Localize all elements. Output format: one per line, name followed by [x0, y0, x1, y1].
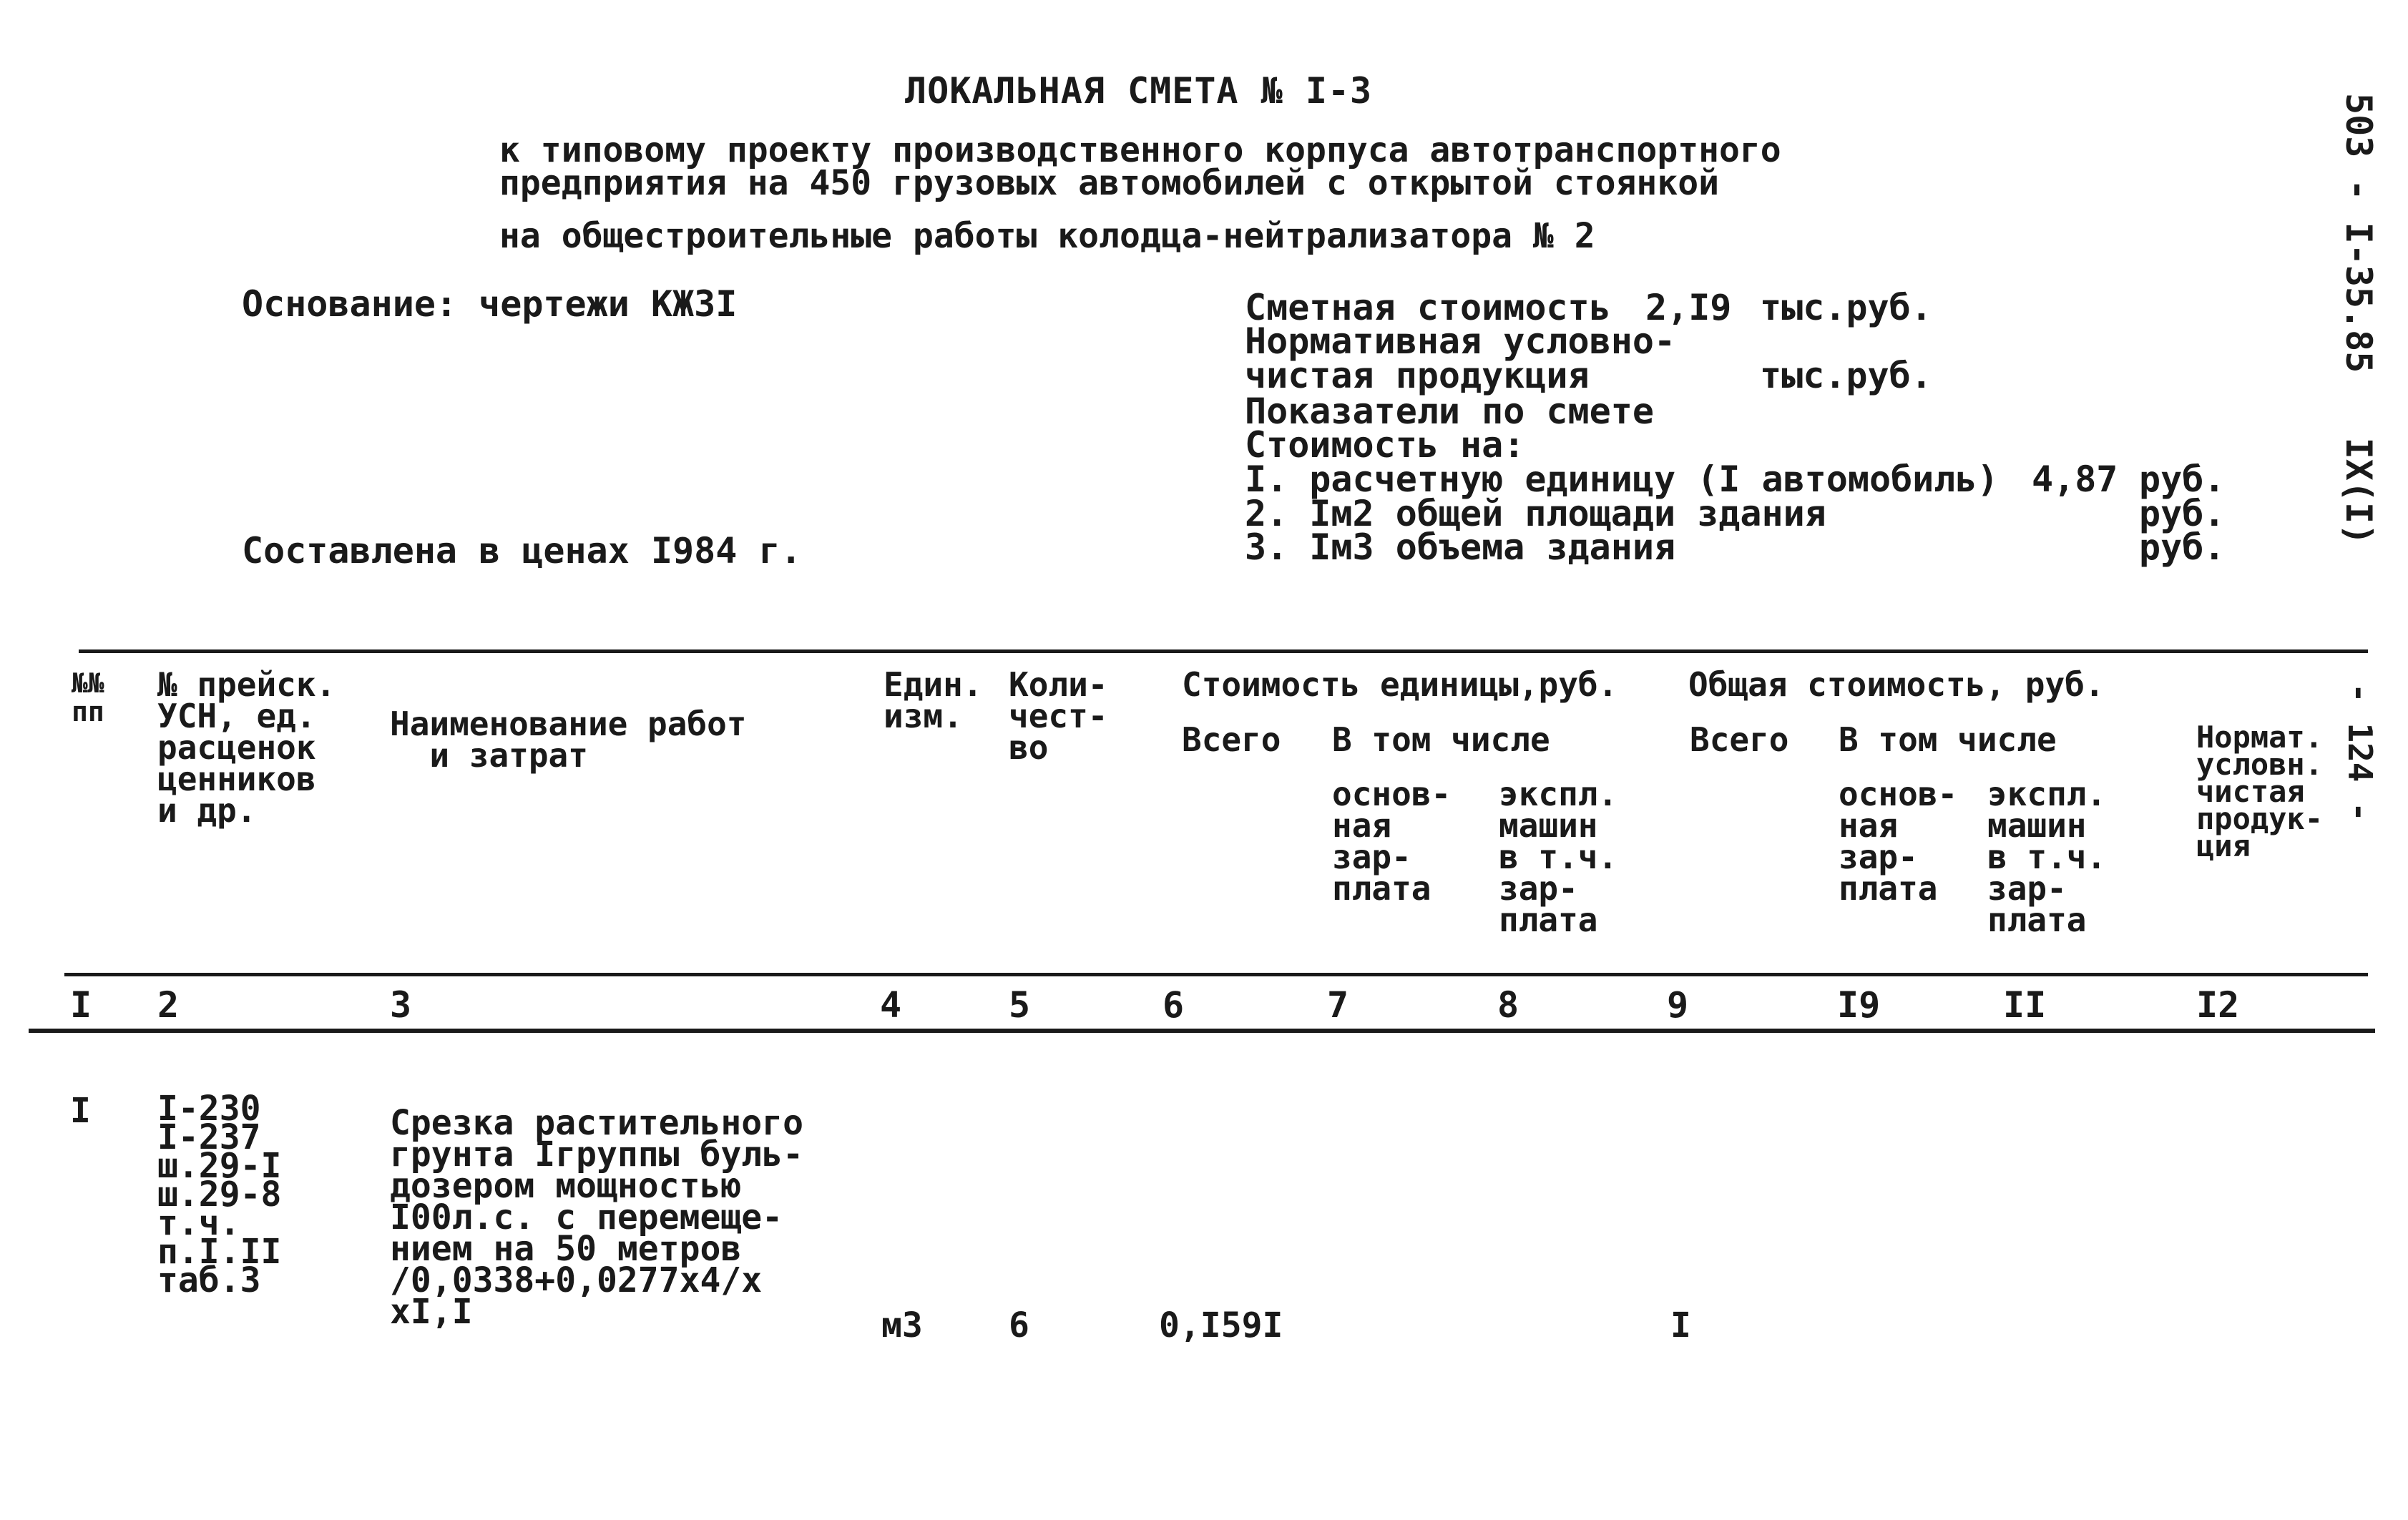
subtitle-line-2: предприятия на 450 грузовых автомобилей с открытой стоянкой — [499, 163, 1720, 203]
basis-text: Основание: чертежи КЖЗI — [242, 283, 738, 325]
table-row-number: I — [70, 1091, 91, 1131]
table-row-reference: I-230 I-237 ш.29-I ш.29-8 т.ч. п.I.II таб.3 — [157, 1089, 282, 1300]
norm-label-1: Нормативная условно- — [1245, 320, 1676, 362]
header-unit: Един. изм. — [884, 665, 983, 735]
header-row-number: №№ пп — [72, 667, 104, 727]
document-code: 503 - I-35.85 IX(I) — [2338, 93, 2379, 546]
cost-item-2-unit: руб. — [2139, 493, 2226, 534]
column-number: 4 — [880, 984, 902, 1026]
indicators-label: Показатели по смете — [1245, 391, 1654, 432]
table-row-quantity: 6 — [1009, 1305, 1029, 1345]
header-work-name: Наименование работ и затрат — [390, 705, 747, 775]
prices-year-text: Составлена в ценах I984 г. — [242, 530, 802, 572]
column-number-bottom-rule — [29, 1029, 2375, 1033]
page-number: - 124 - — [2341, 683, 2379, 822]
header-unit-incl: В том числе — [1332, 720, 1550, 759]
column-number: 9 — [1667, 984, 1689, 1026]
table-row-unit-total: 0,I59I — [1159, 1305, 1283, 1345]
norm-label-2: чистая продукция — [1245, 355, 1590, 396]
header-quantity: Коли- чест- во — [1009, 665, 1108, 767]
column-number: 3 — [390, 984, 412, 1026]
header-total-all: Всего — [1690, 720, 1789, 759]
column-number: II — [2003, 984, 2047, 1026]
header-total-cost: Общая стоимость, руб. — [1688, 665, 2105, 704]
document-title: ЛОКАЛЬНАЯ СМЕТА № I-3 — [905, 70, 1373, 112]
subtitle-line-3: на общестроительные работы колодца-нейтрализатора № 2 — [499, 216, 1595, 256]
table-top-rule — [79, 649, 2368, 653]
header-total-machines: экспл. машин в т.ч. зар- плата — [1987, 775, 2107, 939]
header-unit-wage: основ- ная зар- плата — [1332, 775, 1452, 908]
header-total-wage: основ- ная зар- плата — [1839, 775, 1958, 908]
table-row-work-name: Срезка растительного грунта Iгруппы буль- дозером мощностью I00л.с. с перемеще- нием на 50 метров /0,0338+0,0277х4/х хI,I — [390, 1103, 803, 1332]
estimate-cost-value: 2,I9 — [1645, 287, 1732, 328]
cost-item-1-unit: руб. — [2139, 459, 2226, 500]
estimate-cost-label: Сметная стоимость — [1245, 287, 1611, 328]
column-number: 2 — [157, 984, 180, 1026]
table-row-total: I — [1670, 1305, 1691, 1345]
header-norm-product: Нормат. условн. чистая продук- ция — [2196, 720, 2324, 863]
cost-item-1-value: 4,87 — [2032, 459, 2118, 500]
header-unit-machines: экспл. машин в т.ч. зар- плата — [1499, 775, 1618, 939]
column-number: 8 — [1497, 984, 1519, 1026]
column-number: 7 — [1327, 984, 1349, 1026]
column-number: I — [70, 984, 92, 1026]
cost-per-label: Стоимость на: — [1245, 424, 1525, 466]
column-number: 6 — [1163, 984, 1185, 1026]
header-total-incl: В том числе — [1839, 720, 2057, 759]
cost-item-3-unit: руб. — [2139, 526, 2226, 568]
column-number: I2 — [2196, 984, 2240, 1026]
header-unit-all: Всего — [1182, 720, 1281, 759]
table-row-unit: м3 — [881, 1305, 923, 1345]
header-price-reference: № прейск. УСН, ед. расценок ценников и др. — [157, 665, 336, 830]
cost-item-2-label: 2. Iм2 общей площади здания — [1245, 493, 1826, 534]
cost-item-3-label: 3. Iм3 объема здания — [1245, 526, 1676, 568]
cost-item-1-label: I. расчетную единицу (I автомобиль) — [1245, 459, 1999, 500]
column-number: I9 — [1837, 984, 1881, 1026]
norm-unit: тыс.руб. — [1760, 355, 1932, 396]
column-number-top-rule — [64, 973, 2368, 976]
column-number: 5 — [1009, 984, 1031, 1026]
header-unit-cost: Стоимость единицы,руб. — [1182, 665, 1618, 704]
estimate-cost-unit: тыс.руб. — [1760, 287, 1932, 328]
subtitle-line-1: к типовому проекту производственного корпуса автотранспортного — [499, 130, 1781, 170]
